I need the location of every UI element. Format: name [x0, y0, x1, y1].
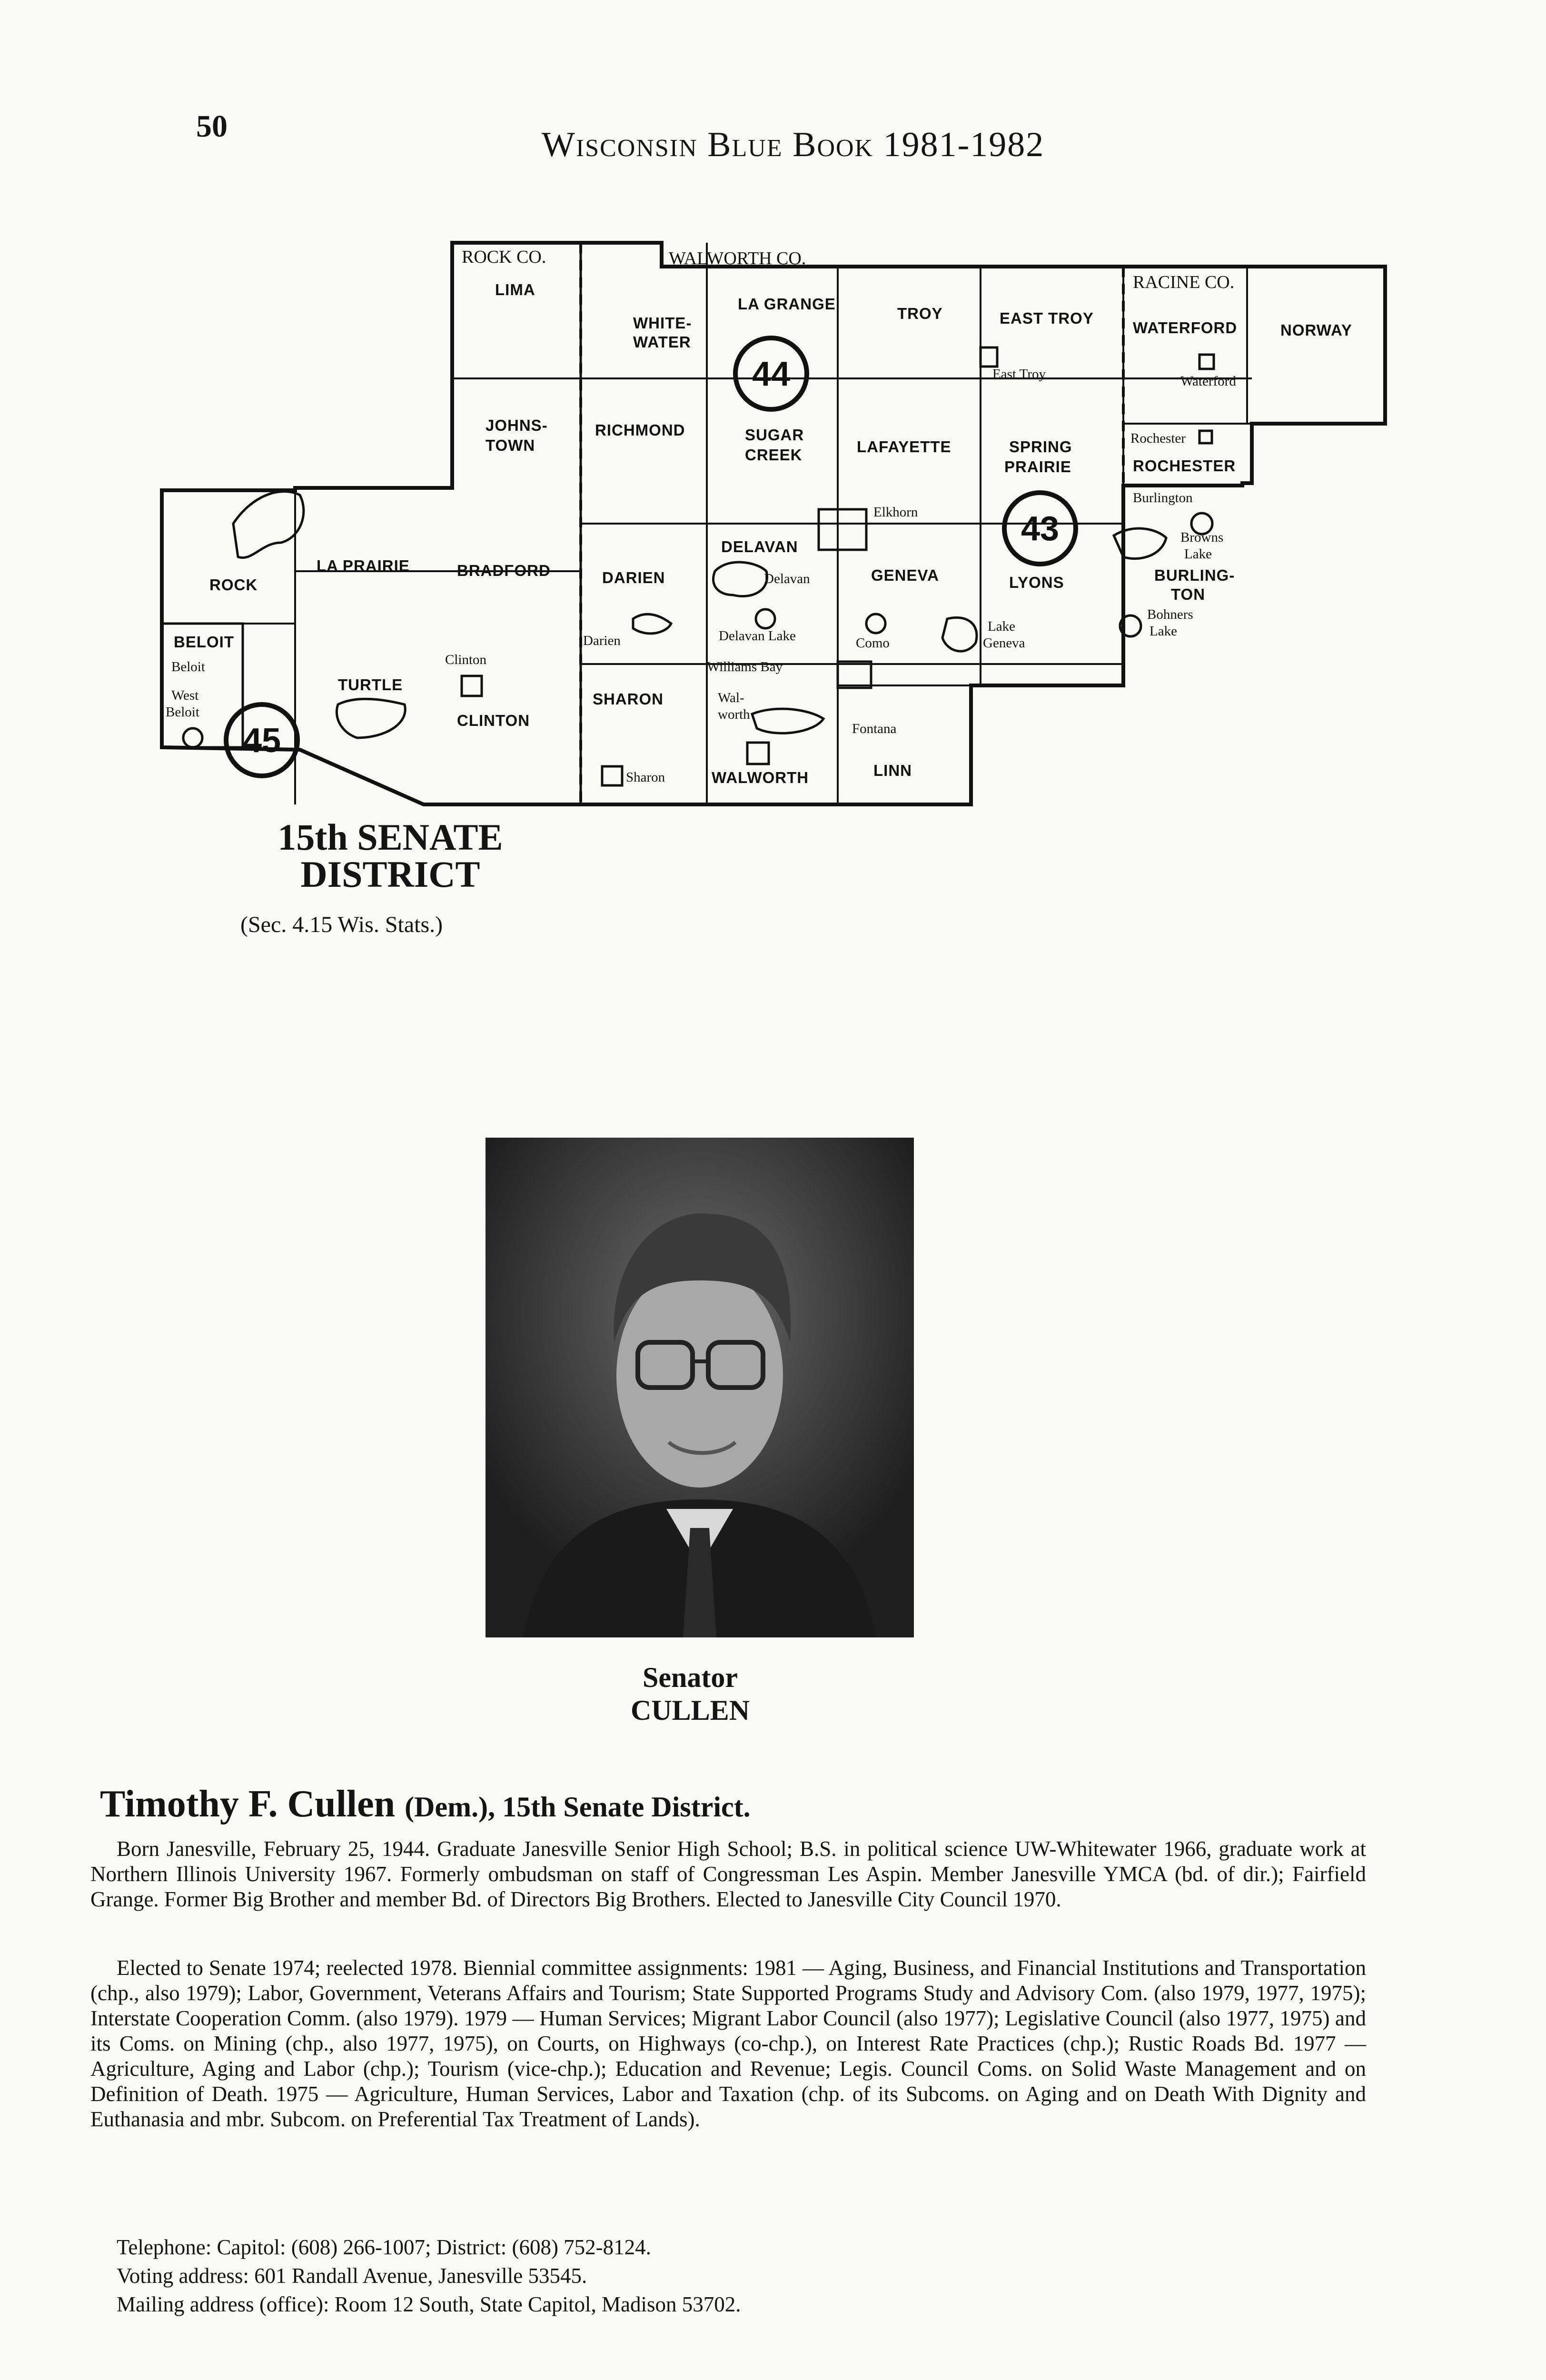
senator-name: Timothy F. Cullen — [100, 1783, 396, 1825]
caption-line-1: Senator — [643, 1662, 738, 1693]
city-lake-geneva-1: Lake — [988, 619, 1015, 634]
bio-paragraph-2: Elected to Senate 1974; reelected 1978. Biennial committee assignments: 1981 — Aging, Business, and Financial Institutions and Transportation (chp., also 1979); Labor, Government, Veterans Affairs and Tourism; State Supported Programs Study and Advisory Com. (also 1979, 1977, 1975); Interstate Cooperation Comm. (also 1979). 1979 — Human Services; Migrant Labor Council (also 1977); Legislative Council (also 1977, 1975) and its Coms. on Mining (chp., also 1977, 1975), on Courts, on Highways (co-chp.), on Interest Rate Practices (chp.); Rustic Roads Bd. 1977 — Agriculture, Aging and Labor (chp.); Tourism (vice-chp.); Education and Revenue; Legis. Council Coms. on Solid Waste Management and on Definition of Death. 1975 — Agriculture, Human Services, Labor and Taxation (chp. of its Subcoms. on Aging and on Death With Dignity and Euthanasia and mbr. Subcom. on Preferential Tax Treatment of Lands). — [90, 1956, 1366, 2131]
map-title — [257, 816, 524, 895]
city-darien: Darien — [583, 633, 621, 648]
assembly-district-43: 43 — [1021, 510, 1060, 548]
city-fontana: Fontana — [852, 721, 897, 736]
city-delavan: Delavan — [764, 571, 810, 586]
twp-johnstown-2: TOWN — [486, 436, 535, 454]
twp-burlington-2: TON — [1171, 585, 1206, 603]
twp-la-grange: LA GRANGE — [738, 295, 836, 313]
twp-linn: LINN — [873, 762, 912, 779]
twp-troy: TROY — [897, 305, 943, 322]
twp-east-troy: EAST TROY — [1000, 309, 1094, 327]
district-label: , 15th Senate District. — [488, 1791, 751, 1823]
twp-sugar-creek-2: CREEK — [745, 446, 803, 464]
twp-waterford: WATERFORD — [1133, 319, 1238, 337]
twp-sharon: SHARON — [593, 690, 664, 708]
bio-text — [90, 1836, 1366, 1912]
map-source: (Sec. 4.15 Wis. Stats.) — [240, 912, 443, 937]
twp-sugar-creek-1: SUGAR — [745, 426, 804, 444]
twp-walworth: WALWORTH — [712, 769, 809, 786]
twp-bradford: BRADFORD — [457, 562, 551, 579]
portrait-caption — [562, 1661, 819, 1727]
mailing-address: Mailing address (office): Room 12 South, State Capitol, Madison 53702. — [117, 2292, 741, 2316]
twp-lafayette: LAFAYETTE — [857, 438, 951, 456]
twp-spring-prairie-1: SPRING — [1009, 438, 1072, 456]
twp-richmond: RICHMOND — [595, 421, 685, 439]
telephone: Telephone: Capitol: (608) 266-1007; District: (608) 752-8124. — [117, 2235, 651, 2259]
twp-johnstown-1: JOHNS- — [486, 416, 548, 434]
city-walworth-2: worth — [718, 707, 750, 722]
twp-norway: NORWAY — [1280, 321, 1352, 339]
county-rock: ROCK CO. — [462, 247, 546, 267]
twp-clinton: CLINTON — [457, 712, 530, 729]
map-title-line-1: 15th SENATE — [277, 816, 503, 858]
district-map — [157, 228, 1404, 838]
twp-geneva: GENEVA — [871, 566, 939, 584]
page-number: 50 — [196, 109, 228, 144]
twp-burlington-1: BURLING- — [1154, 566, 1235, 584]
city-clinton: Clinton — [445, 652, 487, 667]
voting-address: Voting address: 601 Randall Avenue, Janesville 53545. — [117, 2264, 587, 2288]
twp-whitewater-2: WATER — [633, 333, 691, 351]
assembly-district-44: 44 — [752, 355, 791, 393]
city-walworth-1: Wal- — [718, 690, 744, 705]
city-west-beloit-1: West — [171, 688, 199, 703]
city-west-beloit-2: Beloit — [166, 704, 199, 720]
bio-paragraph-1: Born Janesville, February 25, 1944. Graduate Janesville Senior High School; B.S. in political science UW-Whitewater 1966, graduate work at Northern Illinois University 1967. Formerly ombudsman on staff of Congressman Les Aspin. Member Janesville YMCA (bd. of dir.); Fairfield Grange. Former Big Brother and member Bd. of Directors Big Brothers. Elected to Janesville City Council 1970. — [90, 1837, 1366, 1911]
city-rochester: Rochester — [1130, 431, 1186, 446]
county-walworth: WALWORTH CO. — [669, 248, 806, 268]
city-lake-geneva-2: Geneva — [983, 635, 1025, 651]
twp-darien: DARIEN — [602, 569, 665, 586]
caption-line-2: CULLEN — [630, 1695, 750, 1726]
twp-rochester: ROCHESTER — [1133, 457, 1236, 475]
twp-turtle: TURTLE — [338, 676, 403, 694]
twp-la-prairie: LA PRAIRIE — [317, 557, 410, 575]
city-bohners-lake-2: Lake — [1150, 624, 1177, 639]
city-waterford: Waterford — [1180, 374, 1236, 389]
party: (Dem.) — [405, 1791, 488, 1823]
twp-lima: LIMA — [495, 281, 535, 298]
county-racine: RACINE CO. — [1133, 272, 1235, 292]
senator-portrait — [486, 1138, 914, 1637]
city-browns-lake-2: Lake — [1184, 546, 1212, 562]
map-title-line-2: DISTRICT — [300, 853, 480, 895]
running-head: Wisconsin Blue Book 1981-1982 — [542, 125, 1045, 164]
twp-beloit: BELOIT — [174, 633, 234, 651]
twp-rock: ROCK — [209, 576, 258, 594]
city-beloit: Beloit — [171, 659, 205, 674]
city-burlington: Burlington — [1133, 490, 1193, 506]
city-sharon: Sharon — [626, 770, 665, 785]
bio-heading — [100, 1783, 751, 1826]
assembly-district-45: 45 — [242, 722, 281, 760]
city-east-troy: East Troy — [992, 367, 1046, 382]
twp-lyons: LYONS — [1009, 574, 1064, 591]
city-browns-lake-1: Browns — [1180, 530, 1224, 545]
city-williams-bay: Williams Bay — [707, 659, 783, 674]
city-bohners-lake-1: Bohners — [1147, 607, 1193, 622]
bio-committees — [90, 1955, 1366, 2132]
city-elkhorn: Elkhorn — [873, 505, 918, 520]
city-como: Como — [856, 635, 890, 651]
twp-whitewater-1: WHITE- — [633, 314, 692, 332]
twp-spring-prairie-2: PRAIRIE — [1004, 458, 1071, 476]
twp-delavan: DELAVAN — [721, 538, 798, 555]
city-delavan-lake: Delavan Lake — [719, 628, 796, 644]
